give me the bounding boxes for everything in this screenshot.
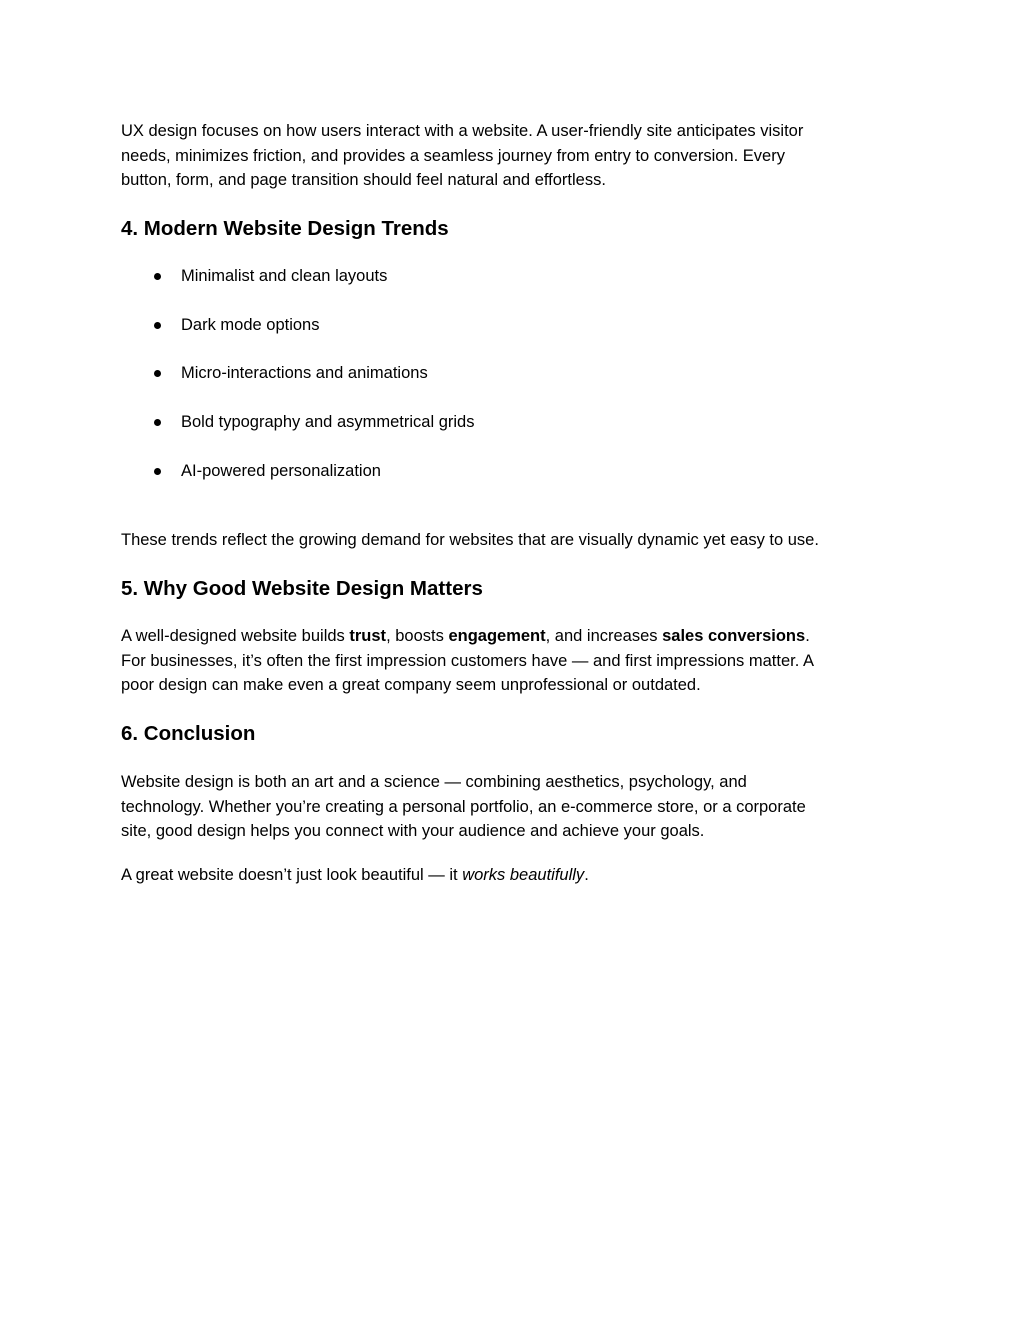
section-heading-design-trends: 4. Modern Website Design Trends [121, 217, 449, 240]
emphasis-sales-conversions: sales conversions [662, 627, 806, 645]
text-line: A well-designed website builds trust, boosts engagement, and increases sales conversions. [121, 627, 810, 645]
bullet-icon [154, 273, 161, 280]
trends-closing-paragraph: These trends reflect the growing demand for websites that are visually dynamic yet easy to use. [121, 531, 819, 549]
text-line: poor design can make even a great company seem unprofessional or outdated. [121, 676, 701, 694]
text-line: Website design is both an art and a science — combining aesthetics, psychology, and [121, 773, 747, 791]
text-line: For businesses, it’s often the first impression customers have — and first impressions matter. A [121, 651, 814, 670]
design-matters-paragraph [121, 624, 911, 698]
section-heading-why-design-matters: 5. Why Good Website Design Matters [121, 577, 483, 600]
emphasis-trust: trust [349, 627, 387, 645]
conclusion-paragraph [121, 770, 911, 844]
final-statement: A great website doesn’t just look beautiful — it works beautifully. [121, 866, 589, 884]
text-line: needs, minimizes friction, and provides a seamless journey from entry to conversion. Every [121, 146, 785, 165]
section-heading-conclusion: 6. Conclusion [121, 722, 256, 745]
bullet-icon [154, 370, 161, 377]
emphasis-works-beautifully: works beautifully [462, 866, 585, 884]
intro-paragraph [121, 119, 911, 193]
emphasis-engagement: engagement [448, 627, 546, 645]
bullet-icon [154, 322, 161, 329]
text-line: technology. Whether you’re creating a personal portfolio, an e-commerce store, or a corporate [121, 797, 806, 816]
text-line: UX design focuses on how users interact with a website. A user-friendly site anticipates visitor [121, 122, 804, 140]
text-line: button, form, and page transition should feel natural and effortless. [121, 171, 606, 189]
text-line: site, good design helps you connect with your audience and achieve your goals. [121, 822, 705, 840]
document-page: UX design focuses on how users interact with a website. A user-friendly site anticipates visitor needs, minimizes friction, and provides a seamless journey from entry to conversion. Every button, form, and page transition should feel natural and effortless. 4. Modern Website Design Trends Minimalist and clean layouts Dark mode options Micro-interactions and animations Bold typography and asymmetrical grids AI-powered personalization These trends reflect the growing demand for websites that are visually dynamic yet easy to use. 5. Why Good Website Design Matters A well-designed website builds trust, boosts engagement, and increases sales conversions. For businesses, it’s often the first impression customers have — and first impressions matter. A poor design can make even a great company seem unprofessional or outdated. 6. Conclusion Website design is both an art and a science — combining aesthetics, psychology, and technology. Whether you’re creating a personal portfolio, an e-commerce store, or a corporate site, good design helps you connect with your audience and achieve your goals. A great website doesn’t just look beautiful — it works beautifully. [0, 0, 1024, 1325]
bullet-icon [154, 419, 161, 426]
bullet-icon [154, 468, 161, 475]
